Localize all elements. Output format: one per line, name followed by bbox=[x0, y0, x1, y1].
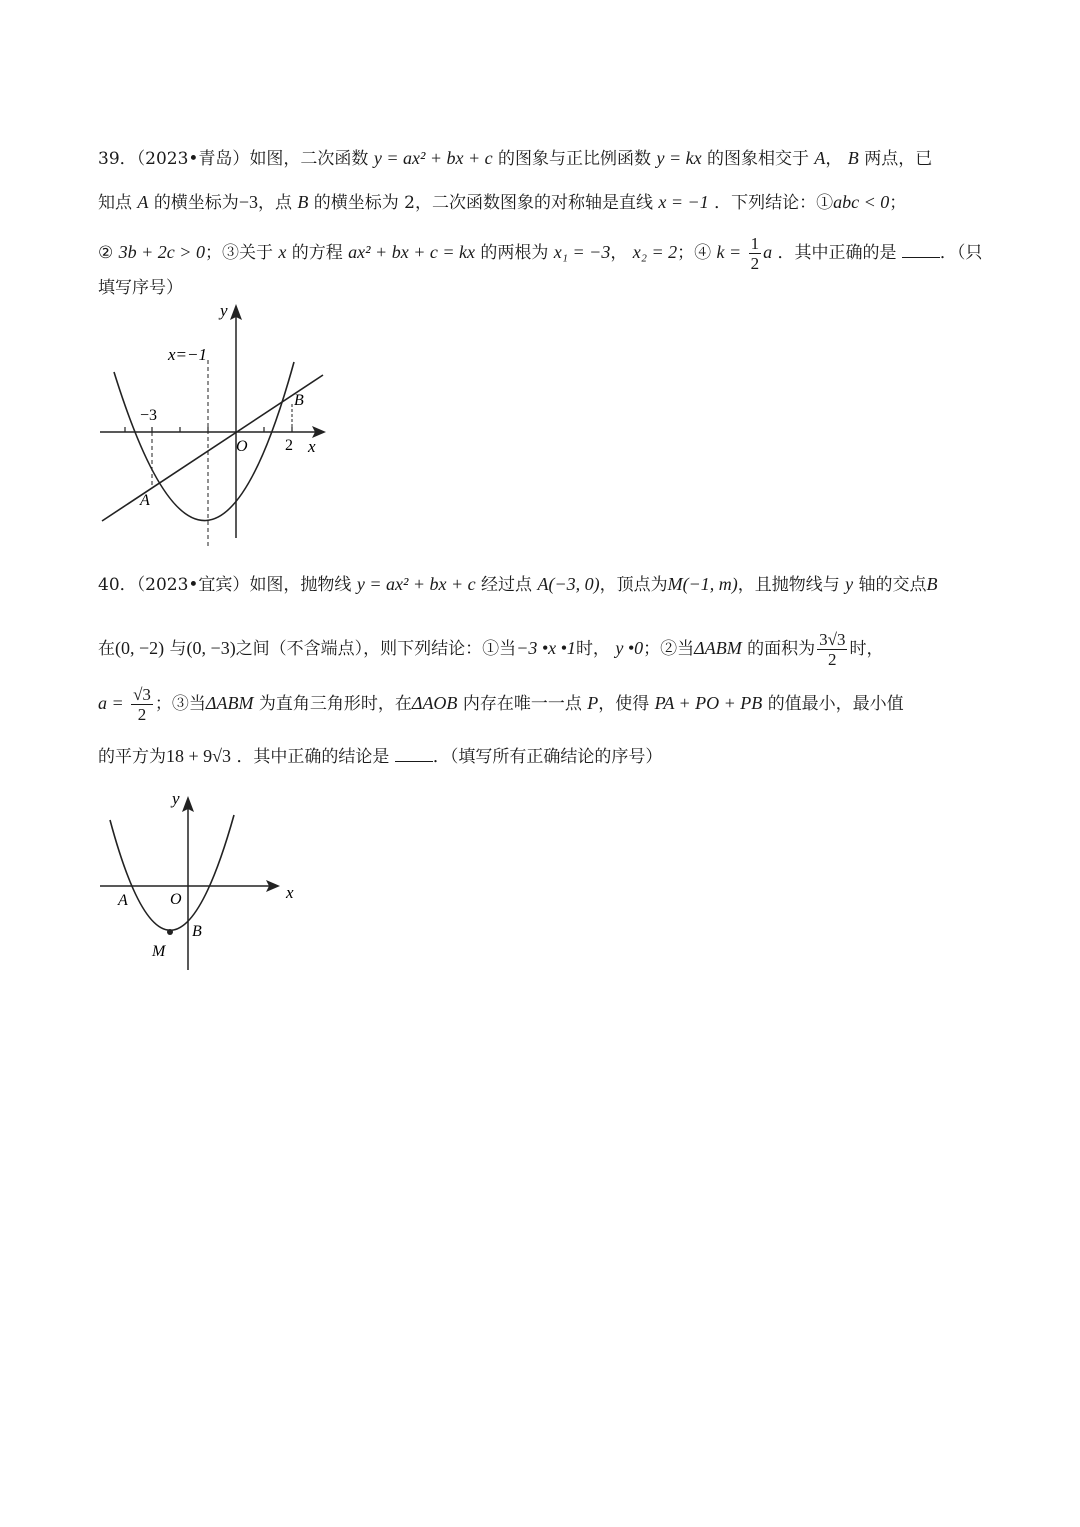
q39-text: ② bbox=[98, 243, 114, 263]
q40-text: 在 bbox=[98, 639, 115, 659]
q40-line-1 bbox=[98, 572, 938, 597]
q40-a-num: √3 bbox=[133, 685, 151, 704]
q39-point-a: A bbox=[814, 148, 826, 168]
q40-text: ；②当 bbox=[643, 639, 695, 659]
q40-point-m: M(−1, m) bbox=[667, 574, 738, 594]
q40-text: 的平方为 bbox=[98, 747, 166, 767]
q40-range: −3 •x •1 bbox=[516, 638, 576, 658]
q40-a-lhs: a = bbox=[98, 693, 124, 713]
q40-text: 时， bbox=[849, 639, 884, 659]
q39-text: 的图象相交于 bbox=[706, 149, 809, 169]
q39-text: ， bbox=[825, 149, 843, 169]
q39-text: 两点，已 bbox=[864, 149, 933, 169]
q40-text: ，使得 bbox=[598, 694, 650, 714]
q39-label-2: 2 bbox=[285, 437, 293, 454]
q40-point-p: P bbox=[587, 693, 599, 713]
q39-text: ．其中正确的是 bbox=[777, 243, 897, 263]
q39-line-3 bbox=[98, 234, 982, 273]
q40-a-den: 2 bbox=[137, 705, 147, 724]
q39-line-4 bbox=[98, 276, 183, 300]
q40-label-b: B bbox=[192, 923, 202, 940]
q39-label-y: y bbox=[220, 301, 228, 320]
q40-text: ，且抛物线与 bbox=[737, 575, 840, 595]
q39-text: 如图，二次函数 bbox=[249, 149, 369, 169]
q39-conclusion-2: 3b + 2c > 0 bbox=[118, 242, 205, 262]
q39-text: 的方程 bbox=[291, 243, 343, 263]
q39-source: （2023•青岛） bbox=[136, 149, 250, 169]
q40-function: y = ax² + bx + c bbox=[356, 574, 476, 594]
q40-text: 时， bbox=[575, 639, 610, 659]
q40-a-fraction bbox=[131, 685, 153, 724]
q40-label-y: y bbox=[172, 789, 180, 808]
q39-var-x: x bbox=[278, 242, 287, 262]
q39-root-2: x₂ = 2 bbox=[632, 242, 678, 262]
q40-min-square: 18 + 9√3 bbox=[166, 746, 232, 766]
q39-text: 的两根为 bbox=[480, 243, 549, 263]
q39-label-sym: x=−1 bbox=[168, 345, 207, 364]
q39-number: 39． bbox=[98, 149, 137, 169]
q40-text: ；③当 bbox=[154, 694, 206, 714]
q39-frac-num: 1 bbox=[750, 234, 760, 253]
q40-label-a: A bbox=[118, 892, 128, 909]
q39-label-a: A bbox=[140, 492, 150, 509]
q39-line-2 bbox=[98, 190, 906, 215]
q39-label-neg3: −3 bbox=[140, 407, 158, 424]
q40-figure bbox=[96, 786, 306, 976]
q40-text: ，顶点为 bbox=[599, 575, 668, 595]
q40-answer-blank[interactable] bbox=[395, 745, 433, 762]
q40-point-p2: (0, −3) bbox=[186, 638, 236, 658]
q40-vertex-point bbox=[167, 929, 173, 935]
q40-triangle-abm: ΔABM bbox=[694, 638, 742, 658]
q40-source: （2023•宜宾） bbox=[136, 575, 250, 595]
q40-expression: PA + PO + PB bbox=[654, 693, 763, 713]
q40-line-4 bbox=[98, 744, 662, 769]
q40-label-o: O bbox=[170, 891, 182, 908]
q40-result-1: y •0 bbox=[615, 638, 644, 658]
q39-text: 知点 bbox=[98, 193, 132, 213]
q39-label-x: x bbox=[308, 437, 316, 456]
q40-number: 40． bbox=[98, 575, 137, 595]
q40-var-y: y bbox=[845, 574, 854, 594]
q39-label-o: O bbox=[236, 438, 248, 455]
q39-figure bbox=[96, 298, 336, 558]
q40-text: 的面积为 bbox=[747, 639, 816, 659]
q39-line-1 bbox=[98, 146, 932, 171]
q39-var-a: a bbox=[763, 242, 773, 262]
q39-text: 的横坐标为 2，二次函数图象的对称轴是直线 bbox=[313, 193, 654, 213]
q40-text: ．其中正确的结论是 bbox=[236, 747, 390, 767]
q40-area-fraction bbox=[817, 630, 847, 669]
q39-frac-den: 2 bbox=[750, 254, 760, 273]
q40-area-den: 2 bbox=[828, 650, 837, 669]
q40-point-a: A(−3, 0) bbox=[537, 574, 600, 594]
q40-text: 经过点 bbox=[481, 575, 533, 595]
q40-label-m: M bbox=[152, 943, 166, 960]
q40-text: 如图，抛物线 bbox=[249, 575, 352, 595]
q40-text: 为直角三角形时，在 bbox=[258, 694, 412, 714]
q39-equation: ax² + bx + c = kx bbox=[348, 242, 475, 262]
q40-point-b: B bbox=[926, 574, 938, 594]
q39-text: ， bbox=[610, 243, 628, 263]
q40-area-num: 3√3 bbox=[819, 630, 846, 649]
q39-text: 填写序号） bbox=[98, 278, 183, 298]
q39-root-1: x₁ = −3 bbox=[553, 242, 611, 262]
q40-line-3 bbox=[98, 685, 904, 724]
q39-text: 的图象与正比例函数 bbox=[498, 149, 652, 169]
q40-text: 的值最小，最小值 bbox=[767, 694, 904, 714]
q39-text: ．下列结论：① bbox=[714, 193, 834, 213]
q39-linear: y = kx bbox=[656, 148, 702, 168]
q39-quadratic: y = ax² + bx + c bbox=[373, 148, 493, 168]
q39-point-b: B bbox=[297, 192, 309, 212]
q40-text: ．（填写所有正确结论的序号） bbox=[432, 747, 663, 767]
q39-text: 的横坐标为 bbox=[153, 193, 239, 213]
q40-line-2 bbox=[98, 630, 883, 669]
q39-answer-blank[interactable] bbox=[902, 241, 940, 258]
q40-text: 轴的交点 bbox=[858, 575, 927, 595]
q39-point-a: A bbox=[137, 192, 149, 212]
q40-triangle-aob: ΔAOB bbox=[411, 693, 458, 713]
q39-text: ； bbox=[889, 193, 907, 213]
q39-value-neg3: −3 bbox=[238, 192, 258, 212]
q39-conclusion-4: k = bbox=[716, 242, 742, 262]
q40-triangle-abm: ΔABM bbox=[205, 693, 254, 713]
q40-text: 与 bbox=[169, 639, 187, 659]
q39-axis-equation: x = −1 bbox=[658, 192, 709, 212]
q39-label-b: B bbox=[294, 392, 304, 409]
q40-point-p1: (0, −2) bbox=[115, 638, 165, 658]
q39-text: ．（只 bbox=[939, 243, 983, 263]
q39-fraction-half bbox=[749, 234, 762, 273]
q39-text: ；④ bbox=[677, 243, 712, 263]
q40-text: 之间（不含端点），则下列结论：①当 bbox=[235, 639, 517, 659]
q39-conclusion-1: abc < 0 bbox=[833, 192, 890, 212]
q39-text: ；③关于 bbox=[204, 243, 273, 263]
q40-text: 内存在唯一一点 bbox=[462, 694, 582, 714]
q39-point-b: B bbox=[847, 148, 859, 168]
q40-label-x: x bbox=[286, 883, 294, 902]
q39-text: ，点 bbox=[257, 193, 292, 213]
